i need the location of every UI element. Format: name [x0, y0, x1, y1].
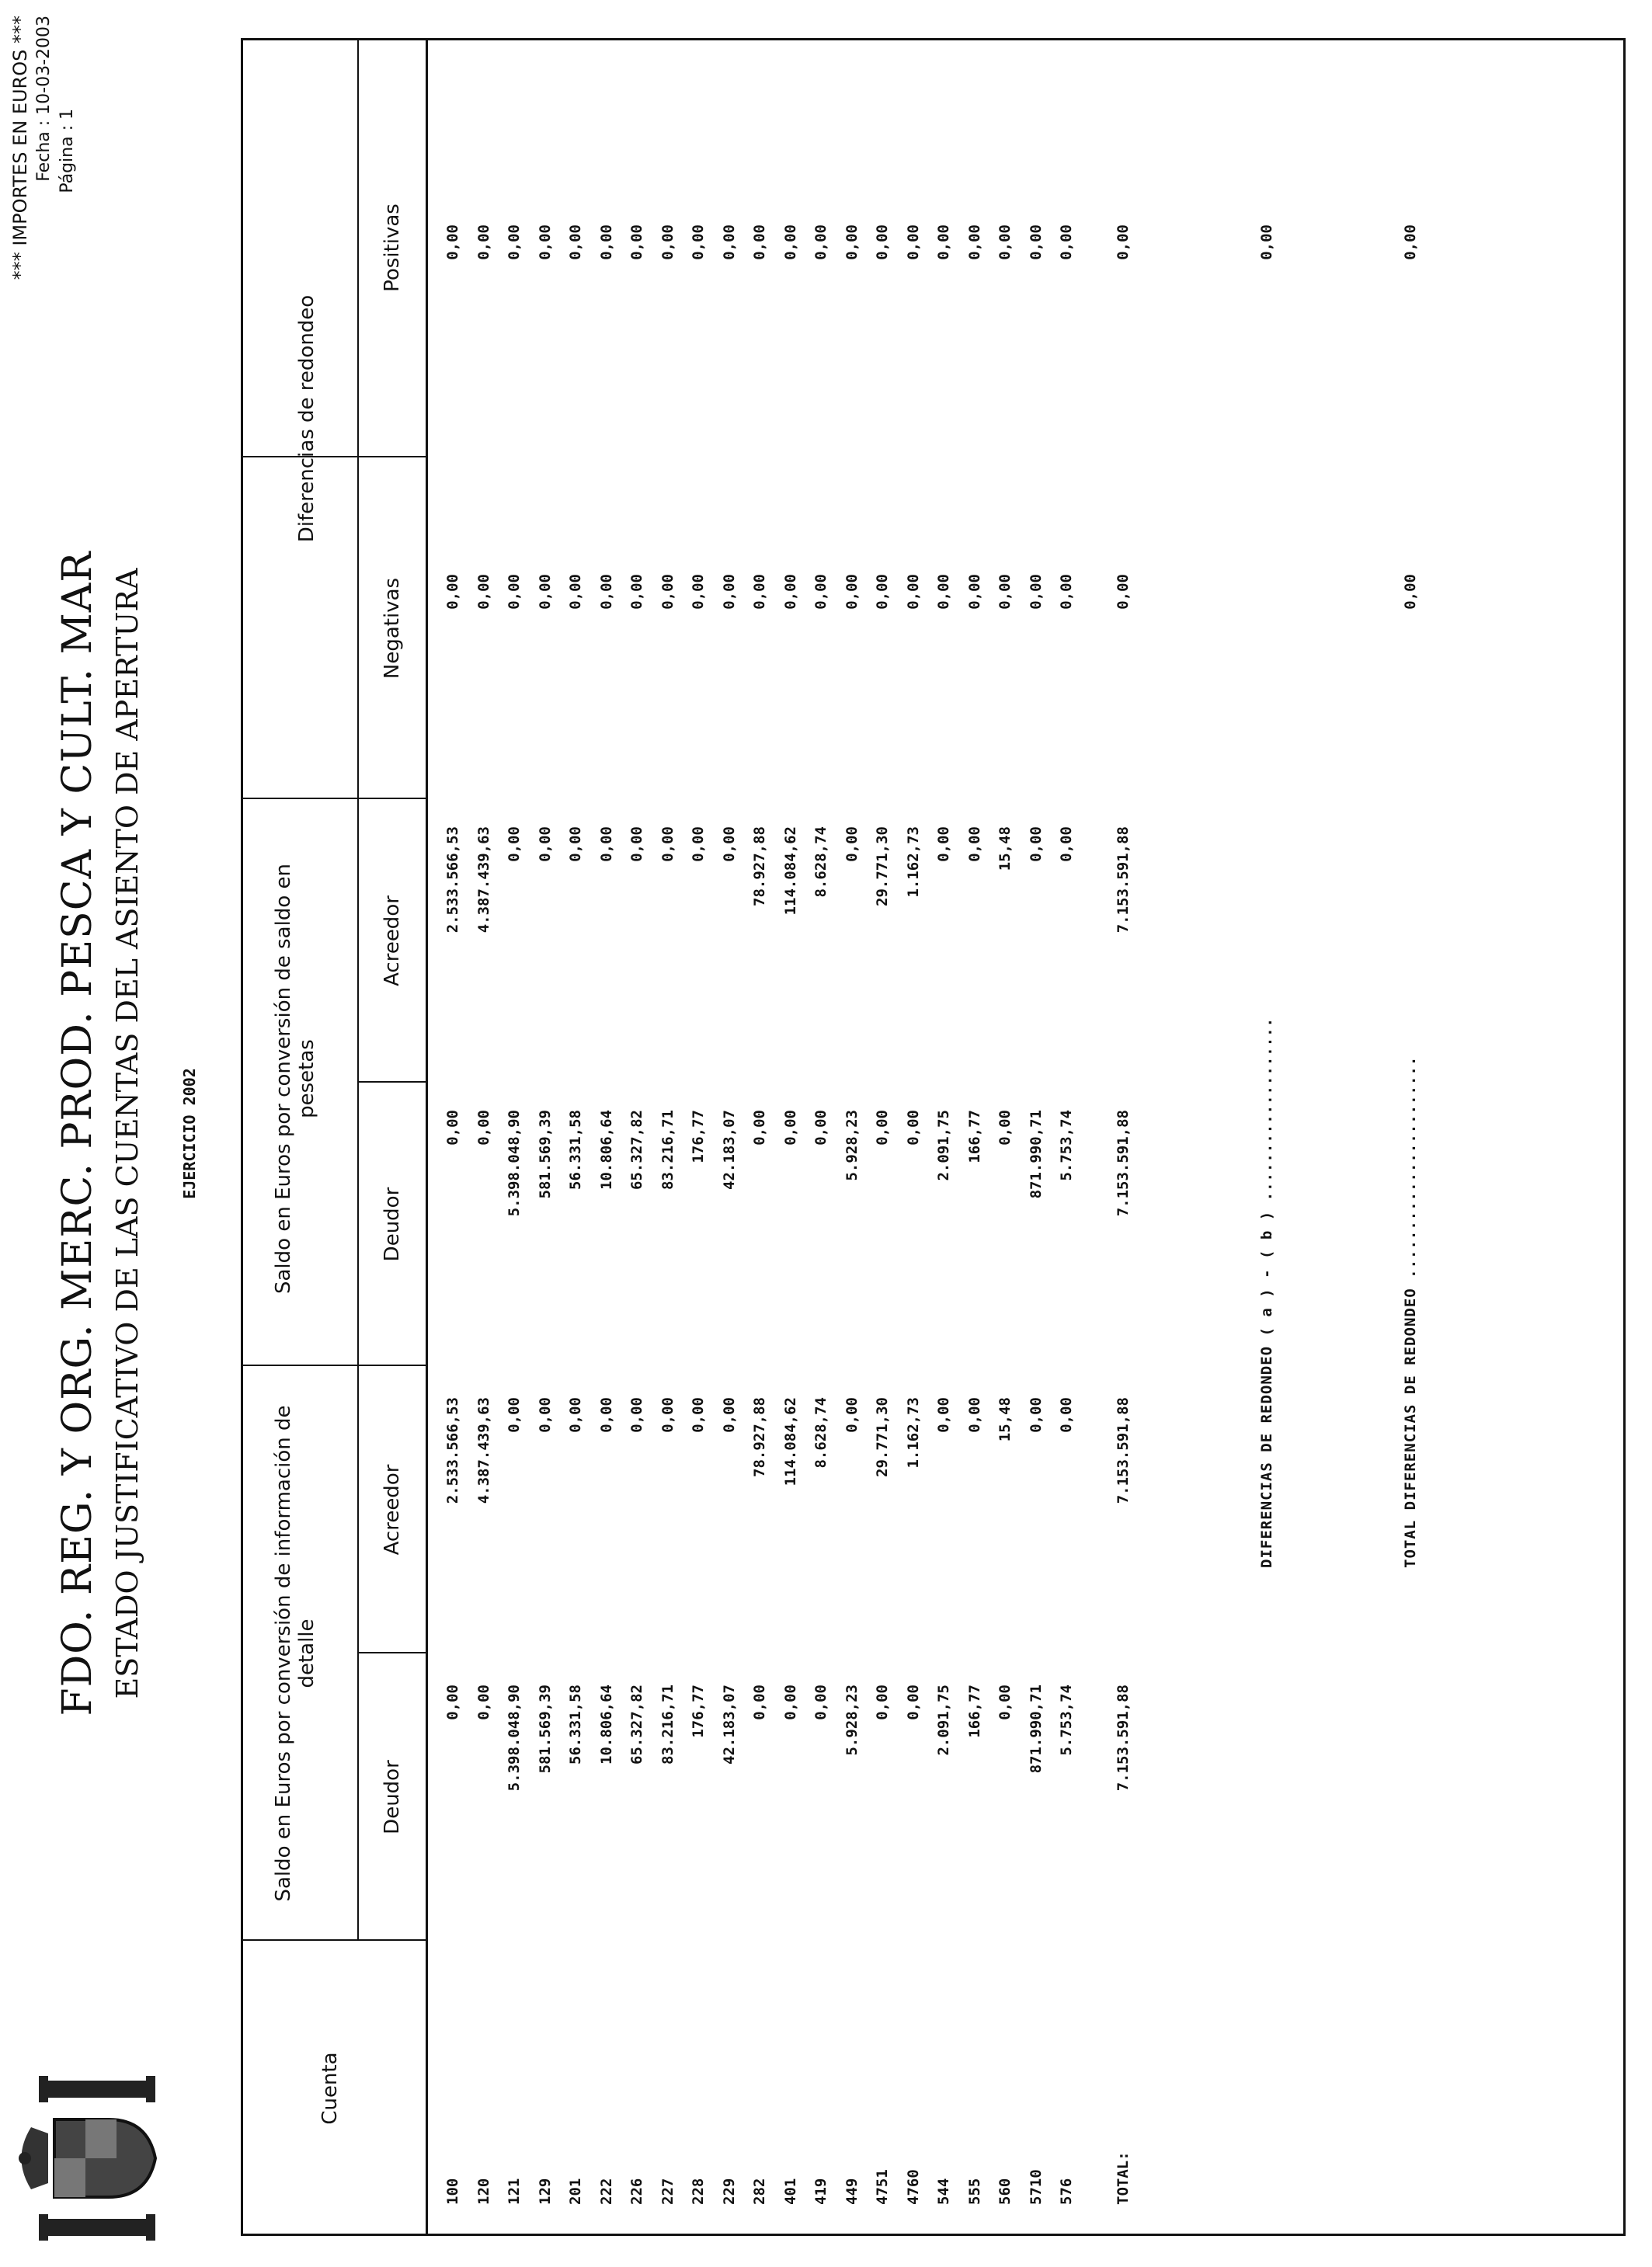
row-deudor-2: 871.990,71 [1027, 1110, 1045, 1199]
table-row [782, 0, 805, 2267]
row-acreedor-1: 0,00 [536, 1397, 554, 1433]
row-deudor-1: 42.183,07 [720, 1685, 738, 1765]
row-cuenta: 228 [690, 2178, 707, 2205]
row-deudor-2: 56.331,58 [567, 1110, 584, 1190]
row-positivas: 0,00 [659, 224, 676, 260]
row-deudor-1: 0,00 [904, 1685, 922, 1720]
row-acreedor-2: 0,00 [935, 826, 952, 862]
row-deudor-1: 5.398.048,90 [506, 1685, 523, 1792]
row-deudor-2: 5.753,74 [1058, 1110, 1075, 1181]
row-acreedor-2: 0,00 [843, 826, 861, 862]
row-cuenta: 5710 [1027, 2169, 1045, 2205]
row-acreedor-2: 8.628,74 [812, 826, 829, 898]
table-row [905, 0, 928, 2267]
row-deudor-1: 0,00 [996, 1685, 1014, 1720]
row-cuenta: 401 [781, 2178, 799, 2205]
row-acreedor-1: 2.533.566,53 [444, 1397, 461, 1504]
table-row [935, 0, 958, 2267]
row-acreedor-1: 29.771,30 [874, 1397, 891, 1477]
page-subtitle: ESTADO JUSTIFICATIVO DE LAS CUENTAS DEL ASIENTO DE APERTURA [110, 568, 144, 1699]
row-deudor-2: 2.091,75 [935, 1110, 952, 1181]
row-negativas: 0,00 [874, 574, 891, 610]
row-deudor-2: 176,77 [690, 1110, 707, 1163]
row-acreedor-2: 0,00 [628, 826, 645, 862]
row-positivas: 0,00 [874, 224, 891, 260]
row-positivas: 0,00 [475, 224, 492, 260]
row-cuenta: 419 [812, 2178, 829, 2205]
row-acreedor-1: 1.162,73 [904, 1397, 922, 1469]
row-deudor-2: 0,00 [475, 1110, 492, 1146]
row-deudor-2: 0,00 [444, 1110, 461, 1146]
total-negativas: 0,00 [1115, 574, 1132, 610]
col-header-positivas: Positivas [381, 203, 404, 292]
row-acreedor-2: 0,00 [965, 826, 983, 862]
table-row [598, 0, 621, 2267]
col-header-acreedor-2: Acreedor [381, 895, 404, 986]
row-acreedor-2: 78.927,88 [751, 826, 768, 906]
row-cuenta: 121 [506, 2178, 523, 2205]
row-deudor-2: 5.928,23 [843, 1110, 861, 1181]
total-positivas: 0,00 [1115, 224, 1132, 260]
row-negativas: 0,00 [628, 574, 645, 610]
row-deudor-1: 5.753,74 [1058, 1685, 1075, 1756]
table-row [537, 0, 560, 2267]
diferencias-positivas: 0,00 [1258, 224, 1275, 260]
table-row [751, 0, 774, 2267]
row-cuenta: 449 [843, 2178, 861, 2205]
row-positivas: 0,00 [904, 224, 922, 260]
ejercicio-label: EJERCICIO 2002 [180, 1068, 199, 1199]
row-negativas: 0,00 [506, 574, 523, 610]
row-deudor-1: 871.990,71 [1027, 1685, 1045, 1774]
row-deudor-1: 166,77 [965, 1685, 983, 1738]
row-positivas: 0,00 [1027, 224, 1045, 260]
row-negativas: 0,00 [812, 574, 829, 610]
row-acreedor-2: 0,00 [536, 826, 554, 862]
col-header-deudor-1: Deudor [381, 1760, 404, 1834]
row-negativas: 0,00 [690, 574, 707, 610]
row-deudor-2: 581.569,39 [536, 1110, 554, 1199]
row-deudor-2: 65.327,82 [628, 1110, 645, 1190]
total-diferencias-negativas: 0,00 [1402, 574, 1419, 610]
row-positivas: 0,00 [628, 224, 645, 260]
row-acreedor-1: 0,00 [567, 1397, 584, 1433]
row-cuenta: 227 [659, 2178, 676, 2205]
row-cuenta: 201 [567, 2178, 584, 2205]
row-deudor-1: 65.327,82 [628, 1685, 645, 1765]
row-acreedor-1: 0,00 [659, 1397, 676, 1433]
col-header-group1: Saldo en Euros por conversión de información de detalle [272, 1405, 318, 1902]
col-header-acreedor-1: Acreedor [381, 1464, 404, 1556]
diferencias-row [1258, 0, 1282, 2267]
row-acreedor-1: 0,00 [597, 1397, 615, 1433]
row-negativas: 0,00 [659, 574, 676, 610]
row-deudor-2: 166,77 [965, 1110, 983, 1163]
row-deudor-1: 0,00 [751, 1685, 768, 1720]
total-label: TOTAL: [1115, 2151, 1132, 2205]
row-acreedor-2: 0,00 [1027, 826, 1045, 862]
table-border-top [241, 38, 243, 2236]
row-deudor-2: 83.216,71 [659, 1110, 676, 1190]
row-deudor-2: 0,00 [874, 1110, 891, 1146]
row-positivas: 0,00 [935, 224, 952, 260]
row-cuenta: 229 [720, 2178, 738, 2205]
row-deudor-1: 581.569,39 [536, 1685, 554, 1774]
row-acreedor-1: 8.628,74 [812, 1397, 829, 1469]
row-cuenta: 560 [996, 2178, 1014, 2205]
row-positivas: 0,00 [597, 224, 615, 260]
page-title: FDO. REG. Y ORG. MERC. PROD. PESCA Y CULT. MAR [54, 551, 101, 1716]
row-acreedor-1: 4.387.439,63 [475, 1397, 492, 1504]
row-positivas: 0,00 [751, 224, 768, 260]
row-cuenta: 129 [536, 2178, 554, 2205]
row-acreedor-1: 0,00 [506, 1397, 523, 1433]
row-acreedor-2: 0,00 [597, 826, 615, 862]
row-negativas: 0,00 [996, 574, 1014, 610]
row-cuenta: 100 [444, 2178, 461, 2205]
table-row [444, 0, 468, 2267]
col-header-group3: Diferencias de redondeo [295, 294, 318, 543]
row-deudor-2: 10.806,64 [597, 1110, 615, 1190]
row-acreedor-2: 15,48 [996, 826, 1014, 871]
row-negativas: 0,00 [567, 574, 584, 610]
row-cuenta: 120 [475, 2178, 492, 2205]
row-acreedor-2: 0,00 [567, 826, 584, 862]
total-deudor-2: 7.153.591,88 [1115, 1110, 1132, 1217]
row-acreedor-2: 4.387.439,63 [475, 826, 492, 934]
row-negativas: 0,00 [781, 574, 799, 610]
row-deudor-1: 0,00 [475, 1685, 492, 1720]
row-positivas: 0,00 [843, 224, 861, 260]
row-acreedor-2: 114.084,62 [781, 826, 799, 916]
diferencias-label: DIFERENCIAS DE REDONDEO ( a ) - ( b ) ................... [1258, 1017, 1275, 1568]
total-diferencias-label: TOTAL DIFERENCIAS DE REDONDEO ....................... [1402, 1055, 1419, 1568]
row-positivas: 0,00 [965, 224, 983, 260]
table-row [628, 0, 652, 2267]
total-deudor-1: 7.153.591,88 [1115, 1685, 1132, 1792]
row-acreedor-2: 0,00 [690, 826, 707, 862]
table-row [506, 0, 529, 2267]
table-row [843, 0, 867, 2267]
row-deudor-1: 0,00 [812, 1685, 829, 1720]
row-cuenta: 222 [597, 2178, 615, 2205]
row-positivas: 0,00 [812, 224, 829, 260]
row-deudor-1: 10.806,64 [597, 1685, 615, 1765]
row-deudor-1: 176,77 [690, 1685, 707, 1738]
row-positivas: 0,00 [536, 224, 554, 260]
row-cuenta: 4751 [874, 2169, 891, 2205]
fecha-label: Fecha : 10-03-2003 [34, 16, 54, 182]
row-deudor-1: 0,00 [444, 1685, 461, 1720]
row-acreedor-2: 0,00 [506, 826, 523, 862]
col-header-deudor-2: Deudor [381, 1187, 404, 1262]
row-deudor-1: 0,00 [874, 1685, 891, 1720]
row-positivas: 0,00 [690, 224, 707, 260]
table-row [475, 0, 499, 2267]
table-row [567, 0, 590, 2267]
header-divider [426, 38, 428, 2236]
total-acreedor-2: 7.153.591,88 [1115, 826, 1132, 934]
row-deudor-2: 0,00 [781, 1110, 799, 1146]
pagina-label: Página : 1 [57, 109, 77, 193]
row-negativas: 0,00 [475, 574, 492, 610]
row-cuenta: 576 [1058, 2178, 1075, 2205]
importes-label: *** IMPORTES EN EUROS *** [9, 16, 31, 280]
table-row [1058, 0, 1081, 2267]
row-negativas: 0,00 [720, 574, 738, 610]
row-positivas: 0,00 [720, 224, 738, 260]
row-negativas: 0,00 [444, 574, 461, 610]
row-cuenta: 4760 [904, 2169, 922, 2205]
col-header-group2: Saldo en Euros por conversión de saldo en pesetas [272, 864, 318, 1294]
table-row [1028, 0, 1051, 2267]
row-negativas: 0,00 [536, 574, 554, 610]
col-header-negativas: Negativas [381, 577, 404, 680]
row-cuenta: 282 [751, 2178, 768, 2205]
row-positivas: 0,00 [781, 224, 799, 260]
row-acreedor-2: 29.771,30 [874, 826, 891, 906]
row-cuenta: 226 [628, 2178, 645, 2205]
row-acreedor-1: 78.927,88 [751, 1397, 768, 1477]
table-row [659, 0, 683, 2267]
row-acreedor-1: 0,00 [720, 1397, 738, 1433]
row-deudor-1: 2.091,75 [935, 1685, 952, 1756]
row-deudor-2: 0,00 [751, 1110, 768, 1146]
row-acreedor-1: 0,00 [935, 1397, 952, 1433]
row-negativas: 0,00 [904, 574, 922, 610]
table-row [996, 0, 1020, 2267]
row-acreedor-2: 0,00 [1058, 826, 1075, 862]
row-cuenta: 544 [935, 2178, 952, 2205]
row-positivas: 0,00 [1058, 224, 1075, 260]
row-deudor-1: 5.928,23 [843, 1685, 861, 1756]
table-row [690, 0, 713, 2267]
row-positivas: 0,00 [506, 224, 523, 260]
table-row [721, 0, 744, 2267]
total-diferencias-row [1402, 0, 1425, 2267]
row-negativas: 0,00 [751, 574, 768, 610]
table-row [966, 0, 989, 2267]
row-acreedor-1: 15,48 [996, 1397, 1014, 1442]
row-deudor-1: 83.216,71 [659, 1685, 676, 1765]
row-negativas: 0,00 [1027, 574, 1045, 610]
row-deudor-2: 0,00 [996, 1110, 1014, 1146]
row-acreedor-2: 1.162,73 [904, 826, 922, 898]
row-deudor-2: 0,00 [904, 1110, 922, 1146]
col-header-cuenta: Cuenta [318, 2052, 342, 2125]
row-acreedor-1: 0,00 [690, 1397, 707, 1433]
row-deudor-2: 0,00 [812, 1110, 829, 1146]
row-negativas: 0,00 [965, 574, 983, 610]
row-negativas: 0,00 [597, 574, 615, 610]
row-acreedor-1: 114.084,62 [781, 1397, 799, 1486]
row-acreedor-2: 0,00 [720, 826, 738, 862]
row-cuenta: 555 [965, 2178, 983, 2205]
row-deudor-2: 42.183,07 [720, 1110, 738, 1190]
table-row [874, 0, 897, 2267]
row-acreedor-1: 0,00 [628, 1397, 645, 1433]
row-acreedor-1: 0,00 [965, 1397, 983, 1433]
row-positivas: 0,00 [444, 224, 461, 260]
subheader-divider [357, 38, 359, 1941]
row-acreedor-1: 0,00 [843, 1397, 861, 1433]
row-acreedor-1: 0,00 [1058, 1397, 1075, 1433]
row-negativas: 0,00 [1058, 574, 1075, 610]
table-row [812, 0, 836, 2267]
table-border-bottom [1623, 38, 1626, 2236]
row-negativas: 0,00 [935, 574, 952, 610]
row-positivas: 0,00 [567, 224, 584, 260]
row-deudor-1: 56.331,58 [567, 1685, 584, 1765]
row-acreedor-1: 0,00 [1027, 1397, 1045, 1433]
total-row [1115, 0, 1138, 2267]
row-acreedor-2: 0,00 [659, 826, 676, 862]
row-negativas: 0,00 [843, 574, 861, 610]
row-positivas: 0,00 [996, 224, 1014, 260]
row-deudor-2: 5.398.048,90 [506, 1110, 523, 1217]
row-deudor-1: 0,00 [781, 1685, 799, 1720]
total-acreedor-1: 7.153.591,88 [1115, 1397, 1132, 1504]
total-diferencias-positivas: 0,00 [1402, 224, 1419, 260]
row-acreedor-2: 2.533.566,53 [444, 826, 461, 934]
